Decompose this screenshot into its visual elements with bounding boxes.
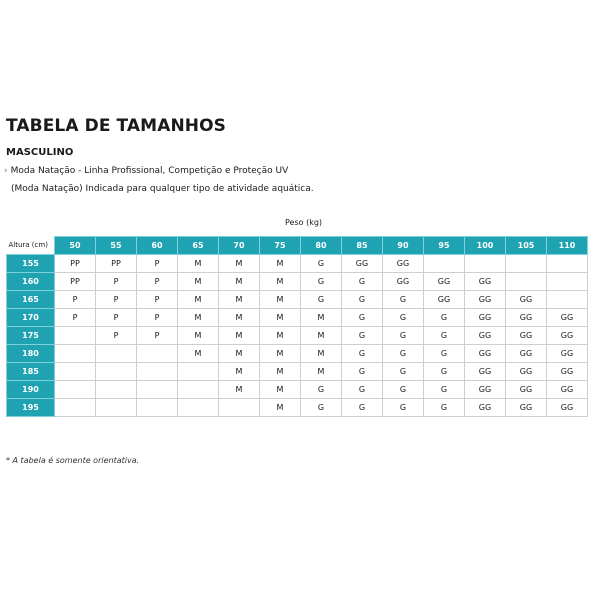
size-cell: GG [547,309,588,327]
size-cell: GG [506,345,547,363]
size-cell: G [342,363,383,381]
size-cell [465,255,506,273]
table-row [7,399,588,417]
height-axis-label: Altura (cm) [7,237,55,255]
table-row [7,273,588,291]
size-cell: GG [506,309,547,327]
height-row-label: 170 [7,309,55,327]
size-cell: G [424,381,465,399]
size-cell [55,399,96,417]
weight-header-cell: 70 [219,237,260,255]
size-cell: GG [465,399,506,417]
height-row-label: 160 [7,273,55,291]
size-cell: GG [465,291,506,309]
product-description: (Moda Natação) Indicada para qualquer tipo de atividade aquática. [11,184,314,194]
size-cell [96,363,137,381]
size-cell: M [260,363,301,381]
size-cell: GG [547,363,588,381]
size-cell: M [219,309,260,327]
height-row-label: 195 [7,399,55,417]
size-cell: M [301,309,342,327]
size-cell [137,399,178,417]
size-cell: GG [465,327,506,345]
table-row [7,291,588,309]
weight-header-cell: 80 [301,237,342,255]
weight-header-cell: 90 [383,237,424,255]
size-cell: GG [506,381,547,399]
size-cell: M [178,309,219,327]
size-cell: G [301,291,342,309]
size-cell: G [383,381,424,399]
size-cell: G [342,345,383,363]
size-cell: GG [465,309,506,327]
size-cell: M [260,345,301,363]
size-cell: P [96,291,137,309]
size-cell: G [424,309,465,327]
weight-header-cell: 75 [260,237,301,255]
size-cell: M [260,273,301,291]
size-cell: G [383,291,424,309]
size-cell: G [424,363,465,381]
size-cell [178,363,219,381]
height-row-label: 155 [7,255,55,273]
size-cell [547,273,588,291]
size-cell: G [301,399,342,417]
size-cell: G [383,345,424,363]
table-row [7,309,588,327]
weight-header-cell: 95 [424,237,465,255]
size-cell: GG [342,255,383,273]
height-row-label: 185 [7,363,55,381]
size-cell [55,363,96,381]
height-row-label: 190 [7,381,55,399]
size-cell: M [260,399,301,417]
size-cell: P [96,309,137,327]
size-cell: G [342,327,383,345]
size-cell [424,255,465,273]
size-cell: GG [547,327,588,345]
weight-header-cell: 85 [342,237,383,255]
size-cell [137,363,178,381]
weight-header-cell: 100 [465,237,506,255]
footnote: * A tabela é somente orientativa. [6,456,140,465]
size-cell: GG [465,381,506,399]
size-cell: M [301,363,342,381]
size-cell [547,255,588,273]
size-cell: M [260,255,301,273]
size-cell [178,399,219,417]
size-cell: P [137,309,178,327]
size-cell: G [301,381,342,399]
weight-axis-label: Peso (kg) [285,218,323,227]
size-cell: P [137,273,178,291]
size-cell: G [342,381,383,399]
size-cell: M [178,291,219,309]
size-cell: G [424,345,465,363]
size-cell: G [383,327,424,345]
size-cell: M [219,273,260,291]
size-cell: M [219,345,260,363]
size-cell: GG [383,255,424,273]
size-cell [547,291,588,309]
size-cell: GG [547,399,588,417]
weight-header-cell: 55 [96,237,137,255]
page-title: TABELA DE TAMANHOS [6,116,227,136]
size-cell: M [219,255,260,273]
size-cell [55,327,96,345]
size-cell: GG [547,381,588,399]
size-cell: M [178,327,219,345]
size-cell: M [219,327,260,345]
size-cell: M [219,363,260,381]
size-cell: M [219,381,260,399]
size-cell [96,399,137,417]
size-cell: G [424,399,465,417]
table-row [7,255,588,273]
size-cell: M [219,291,260,309]
size-cell: GG [547,345,588,363]
size-cell: P [96,273,137,291]
height-row-label: 180 [7,345,55,363]
chevron-right-icon: › [4,166,8,176]
size-cell: G [342,273,383,291]
weight-header-cell: 105 [506,237,547,255]
size-cell: G [342,309,383,327]
size-cell: P [96,327,137,345]
size-cell [55,381,96,399]
size-cell: M [260,291,301,309]
size-cell: M [301,327,342,345]
size-cell: P [137,255,178,273]
size-cell: M [178,345,219,363]
size-cell: GG [465,363,506,381]
size-cell: GG [383,273,424,291]
product-line [4,166,288,176]
size-cell: GG [506,291,547,309]
size-cell: G [383,363,424,381]
product-line-text: Moda Natação - Linha Profissional, Competição e Proteção UV [10,166,289,176]
weight-header-cell: 60 [137,237,178,255]
size-cell [219,399,260,417]
table-row [7,345,588,363]
size-cell: GG [506,327,547,345]
size-cell: GG [506,399,547,417]
height-row-label: 175 [7,327,55,345]
size-cell: GG [506,363,547,381]
size-cell [96,381,137,399]
size-cell: M [260,327,301,345]
weight-header-cell: 50 [55,237,96,255]
size-cell [137,381,178,399]
size-cell: G [383,309,424,327]
weight-header-row [7,237,588,255]
size-cell: GG [424,273,465,291]
size-cell: M [178,273,219,291]
size-cell [137,345,178,363]
size-cell: G [301,273,342,291]
size-cell: GG [424,291,465,309]
size-cell: PP [96,255,137,273]
table-row [7,363,588,381]
size-cell: P [55,291,96,309]
table-row [7,327,588,345]
size-cell: P [137,327,178,345]
size-cell: M [260,381,301,399]
weight-header-cell: 110 [547,237,588,255]
size-cell: P [55,309,96,327]
size-cell: G [342,399,383,417]
size-cell: M [178,255,219,273]
section-title: MASCULINO [6,147,74,158]
size-cell: G [342,291,383,309]
size-cell [506,273,547,291]
size-cell [506,255,547,273]
size-cell: GG [465,345,506,363]
size-cell: M [301,345,342,363]
size-cell: G [383,399,424,417]
size-cell: PP [55,255,96,273]
size-cell [178,381,219,399]
height-row-label: 165 [7,291,55,309]
size-cell: M [260,309,301,327]
size-cell [55,345,96,363]
size-cell: GG [465,273,506,291]
size-cell: P [137,291,178,309]
table-row [7,381,588,399]
weight-header-cell: 65 [178,237,219,255]
size-table [6,236,588,417]
size-cell: G [301,255,342,273]
size-cell: G [424,327,465,345]
size-cell: PP [55,273,96,291]
size-cell [96,345,137,363]
